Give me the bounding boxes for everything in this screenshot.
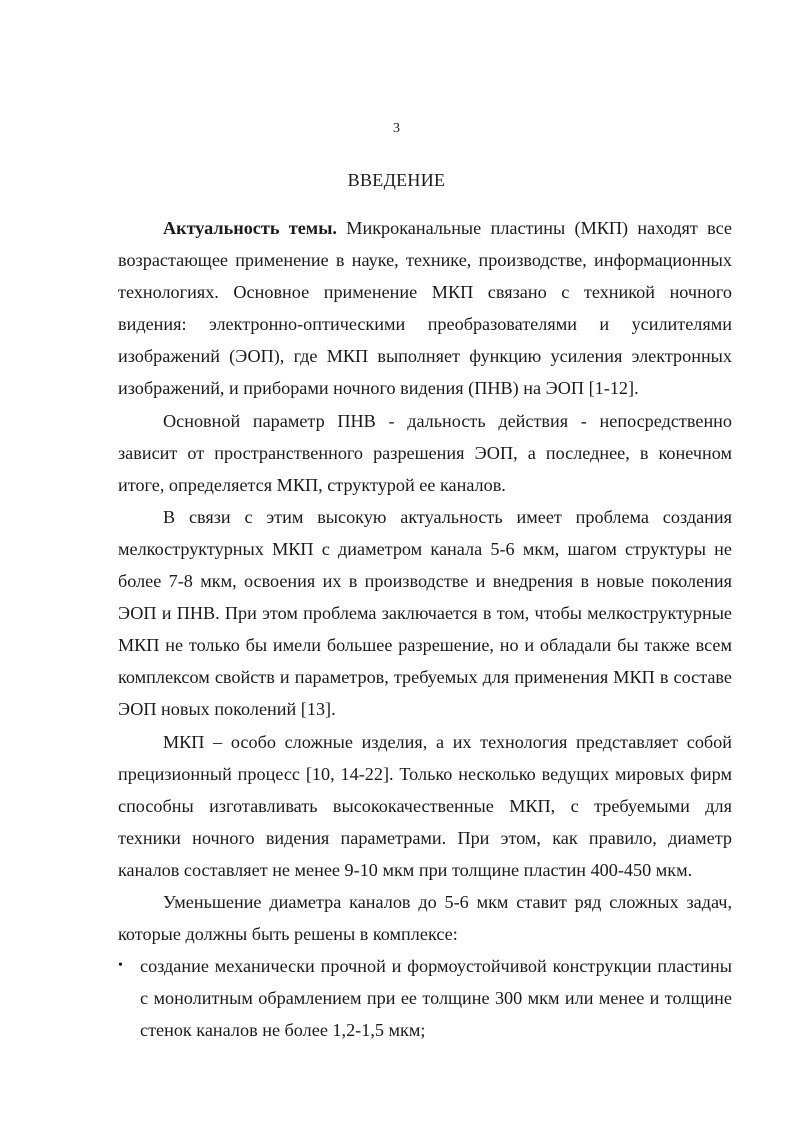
section-heading: ВВЕДЕНИЕ: [347, 170, 446, 190]
paragraph-lead: Актуальность темы.: [163, 218, 337, 238]
paragraph: В связи с этим высокую актуальность имеет проблема создания мелкоструктурных МКП с диаметром канала 5-6 мкм, шагом структуры не более 7-8 мкм, освоения их в производстве и внедрения в новые поколения ЭОП и ПНВ. При этом проблема заключается в том, чтобы мелкоструктурные МКП не только бы имели большее разрешение, но и обладали бы также всем комплексом свойств и параметров, требуемых для применения МКП в составе ЭОП новых поколений [13].: [118, 506, 732, 720]
paragraph: Основной параметр ПНВ - дальность действия - непосредственно зависит от пространственного разрешения ЭОП, а последнее, в конечном итоге, определяется МКП, структурой ее каналов.: [118, 410, 732, 495]
bullet-icon: •: [118, 958, 123, 974]
body-text: [118, 212, 732, 1046]
page-number: 3: [393, 121, 400, 136]
paragraph-relevance: [118, 212, 732, 405]
task-list: [118, 950, 732, 1046]
paragraph-text: Микроканальные пластины (МКП) находят все возрастающее применение в науке, технике, производстве, информационных технологиях. Основное применение МКП связано с техникой ночного видения: электронно-оптическими преобразователями и усилителями изображений (ЭОП), где МКП выполняет функцию усиления электронных изображений, и приборами ночного видения (ПНВ) на ЭОП [1-12].: [118, 218, 732, 399]
list-item-text: создание механически прочной и формоустойчивой конструкции пластины с монолитным обрамлением при ее толщине 300 мкм или менее и толщине стенок каналов не более 1,2-1,5 мкм;: [140, 956, 732, 1041]
list-item: [118, 950, 732, 1046]
paragraph: Уменьшение диаметра каналов до 5-6 мкм ставит ряд сложных задач, которые должны быть решены в комплексе:: [118, 891, 732, 945]
paragraph: МКП – особо сложные изделия, а их технология представляет собой прецизионный процесс [10, 14-22]. Только несколько ведущих мировых фирм способны изготавливать высококачественные МКП, с требуемыми для техники ночного видения параметрами. При этом, как правило, диаметр каналов составляет не менее 9-10 мкм при толщине пластин 400-450 мкм.: [118, 731, 732, 880]
